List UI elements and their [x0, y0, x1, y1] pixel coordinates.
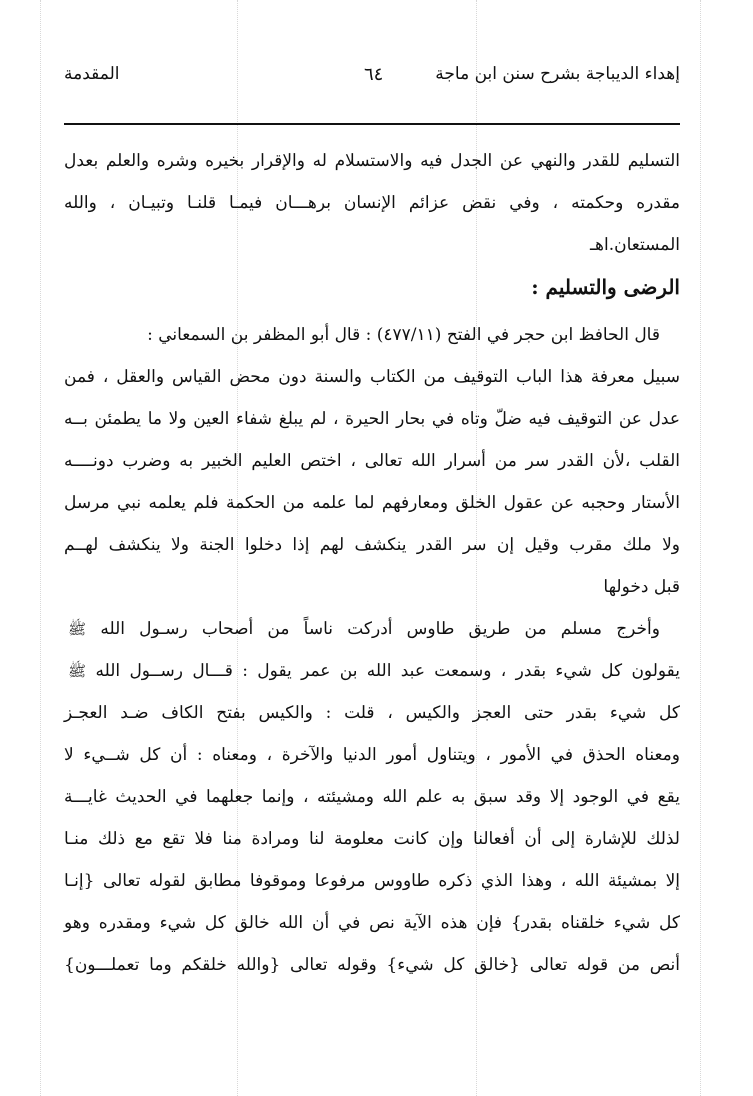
text-line: ومعناه الحذق في الأمور ، ويتناول أمور الدنيا والآخرة ، ومعناه : أن كل شــيء لا [64, 745, 680, 765]
text-line: أنص من قوله تعالى {خالق كل شيء} وقوله تعالى {والله خلقكم وما تعملـــون} [64, 955, 680, 975]
text-line: كل شيء بقدر حتى العجز والكيس ، قلت : والكيس بفتح الكاف ضـد العجـز [64, 703, 680, 723]
text-line: سبيل معرفة هذا الباب التوقيف من الكتاب والسنة دون محض القياس والعقل ، فمن [64, 367, 680, 387]
text-span: يقولون كل شيء بقدر ، وسمعت عبد الله بن عمر يقول : قـــال رســول الله [95, 661, 680, 681]
text-span: وأخرج مسلم من طريق طاوس أدركت ناساً من أصحاب رسـول الله [100, 619, 660, 639]
text-line: إلا بمشيئة الله ، وهذا الذي ذكره طاووس مرفوعا وموقوفا مطابق لقوله تعالى {إنـا [64, 871, 680, 891]
text-line: قال الحافظ ابن حجر في الفتح (٤٧٧/١١) : قال أبو المظفر بن السمعاني : [147, 325, 660, 345]
page-header [64, 58, 680, 92]
text-line [64, 660, 680, 682]
text-line: قبل دخولها [603, 577, 680, 597]
text-line: القلب ،لأن القدر سر من أسرار الله تعالى ، اختص العليم الخبير به وضرب دونــــه [64, 451, 680, 471]
text-line: مقدره وحكمته ، وفي نقض عزائم الإنسان برهـــان فيمـا قلنـا وتبيـان ، والله [64, 193, 680, 213]
text-line: يقع في الوجود إلا وقد سبق به علم الله ومشيئته ، وإنما جعلهما في الحديث غايـــة [64, 787, 680, 807]
text-line: الأستار وحجبه عن عقول الخلق ومعارفهم لما علمه من الحكمة فلم يعلمه نبي مرسل [64, 493, 680, 513]
text-line [64, 618, 660, 640]
honorific-glyph: ﷺ [68, 620, 87, 638]
text-line: لذلك للإشارة إلى أن أفعالنا وإن كانت معلومة لنا ومرادة منا فلا تقع مع ذلك منـا [64, 829, 680, 849]
text-line: ولا ملك مقرب وقيل إن سر القدر ينكشف لهم إذا دخلوا الجنة ولا ينكشف لهــم [64, 535, 680, 555]
scan-guide [40, 0, 41, 1096]
honorific-glyph: ﷺ [68, 662, 87, 680]
page-number: ٦٤ [364, 64, 384, 85]
section-subheading: الرضى والتسليم : [531, 275, 680, 299]
text-line: عدل عن التوقيف فيه ضلّ وتاه في بحار الحيرة ، لم يبلغ شفاء العين ولا ما يطمئن بــه [64, 409, 680, 429]
header-rule [64, 123, 680, 125]
scan-guide [700, 0, 701, 1096]
book-title: إهداء الديباجة بشرح سنن ابن ماجة [435, 64, 680, 84]
text-line: كل شيء خلقناه بقدر} فإن هذه الآية نص في أن الله خالق كل شيء ومقدره وهو [64, 913, 680, 933]
text-line: المستعان.اهـ [590, 235, 680, 255]
text-line: التسليم للقدر والنهي عن الجدل فيه والاستسلام له والإقرار بخيره وشره والعلم بعدل [64, 151, 680, 171]
section-title: المقدمة [64, 64, 120, 84]
